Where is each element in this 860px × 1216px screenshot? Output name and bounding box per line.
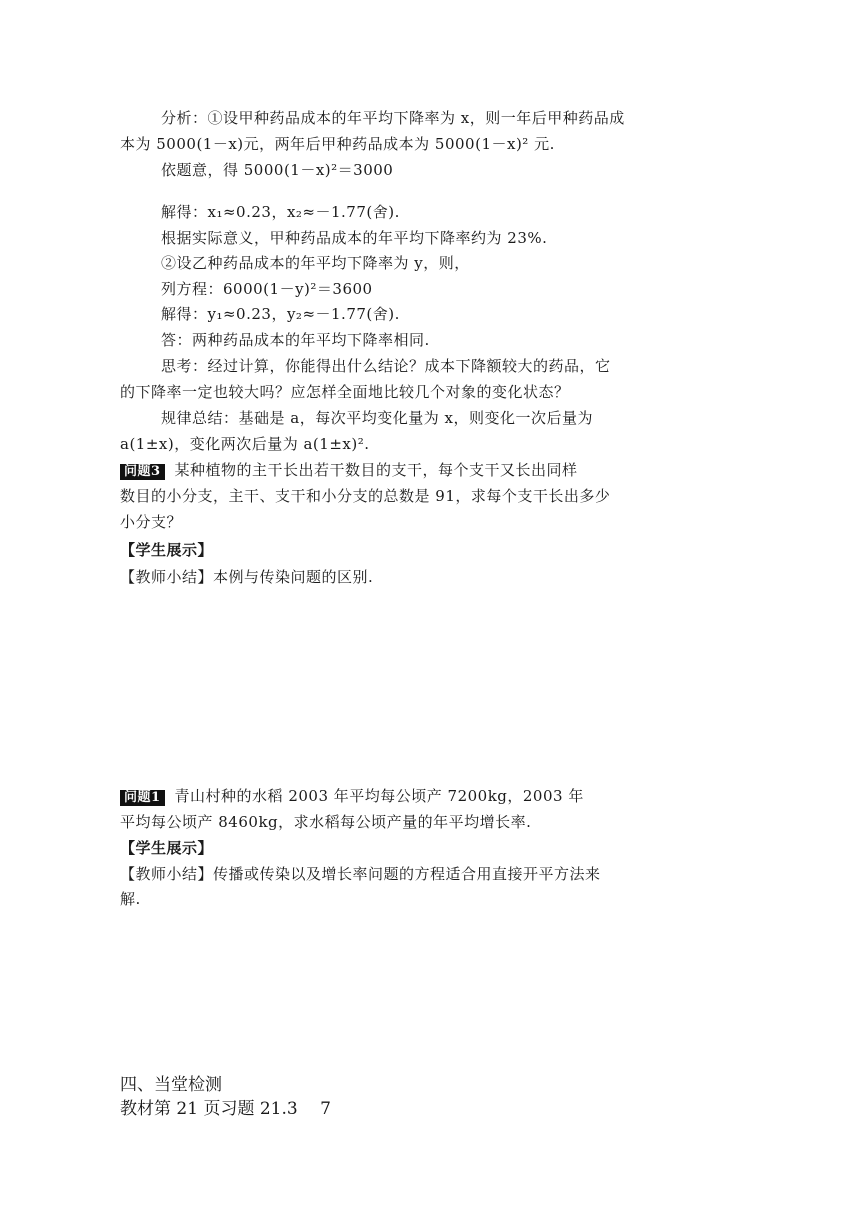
problem-3-line-3: 小分支？ (120, 513, 183, 531)
problem-3-student-show: 【学生展示】 (120, 541, 214, 559)
analysis-line-9: 答：两种药品成本的年平均下降率相同. (161, 331, 430, 349)
problem-3-teacher-summary: 【教师小结】本例与传染问题的区别. (120, 568, 374, 586)
analysis-line-5: 根据实际意义，甲种药品成本的年平均下降率约为 23%. (161, 229, 548, 247)
analysis-line-7: 列方程：6000(1－y)²＝3600 (161, 280, 373, 298)
problem-1-line-1 (120, 786, 584, 806)
section-4-text: 教材第 21 页习题 21.3 7 (120, 1099, 331, 1119)
analysis-line-10: 思考：经过计算，你能得出什么结论？成本下降额较大的药品，它 (161, 357, 611, 375)
analysis-line-4: 解得：x₁≈0.23，x₂≈－1.77(舍). (161, 203, 400, 221)
problem-1-badge: 问题1 (120, 790, 165, 806)
problem-3-badge: 问题3 (120, 464, 165, 480)
section-4-heading: 四、当堂检测 (120, 1075, 222, 1095)
analysis-line-11: 的下降率一定也较大吗？应怎样全面地比较几个对象的变化状态？ (120, 383, 570, 401)
problem-1-line-2: 平均每公顷产 8460kg，求水稻每公顷产量的年平均增长率. (120, 813, 532, 831)
analysis-line-3: 依题意，得 5000(1－x)²＝3000 (161, 161, 394, 179)
problem-3-text-1: 某种植物的主干长出若干数目的支干，每个支干又长出同样 (174, 461, 578, 479)
analysis-line-12: 规律总结：基础是 a，每次平均变化量为 x，则变化一次后量为 (161, 409, 593, 427)
problem-1-text-1: 青山村种的水稻 2003 年平均每公顷产 7200kg，2003 年 (174, 787, 584, 805)
analysis-line-6: ②设乙种药品成本的年平均下降率为 y，则， (161, 254, 470, 272)
analysis-line-13: a(1±x)，变化两次后量为 a(1±x)². (120, 435, 370, 453)
problem-3-line-2: 数目的小分支，主干、支干和小分支的总数是 91，求每个支干长出多少 (120, 487, 611, 505)
problem-1-teacher-summary-1: 【教师小结】传播或传染以及增长率问题的方程适合用直接开平方法来 (120, 865, 601, 883)
analysis-line-1: 分析：①设甲种药品成本的年平均下降率为 x，则一年后甲种药品成 (161, 109, 625, 127)
problem-1-student-show: 【学生展示】 (120, 839, 214, 857)
problem-1-teacher-summary-2: 解. (120, 890, 141, 908)
analysis-line-8: 解得：y₁≈0.23，y₂≈－1.77(舍). (161, 305, 400, 323)
analysis-line-2: 本为 5000(1－x)元，两年后甲种药品成本为 5000(1－x)² 元. (120, 135, 555, 153)
problem-3-line-1 (120, 460, 578, 480)
